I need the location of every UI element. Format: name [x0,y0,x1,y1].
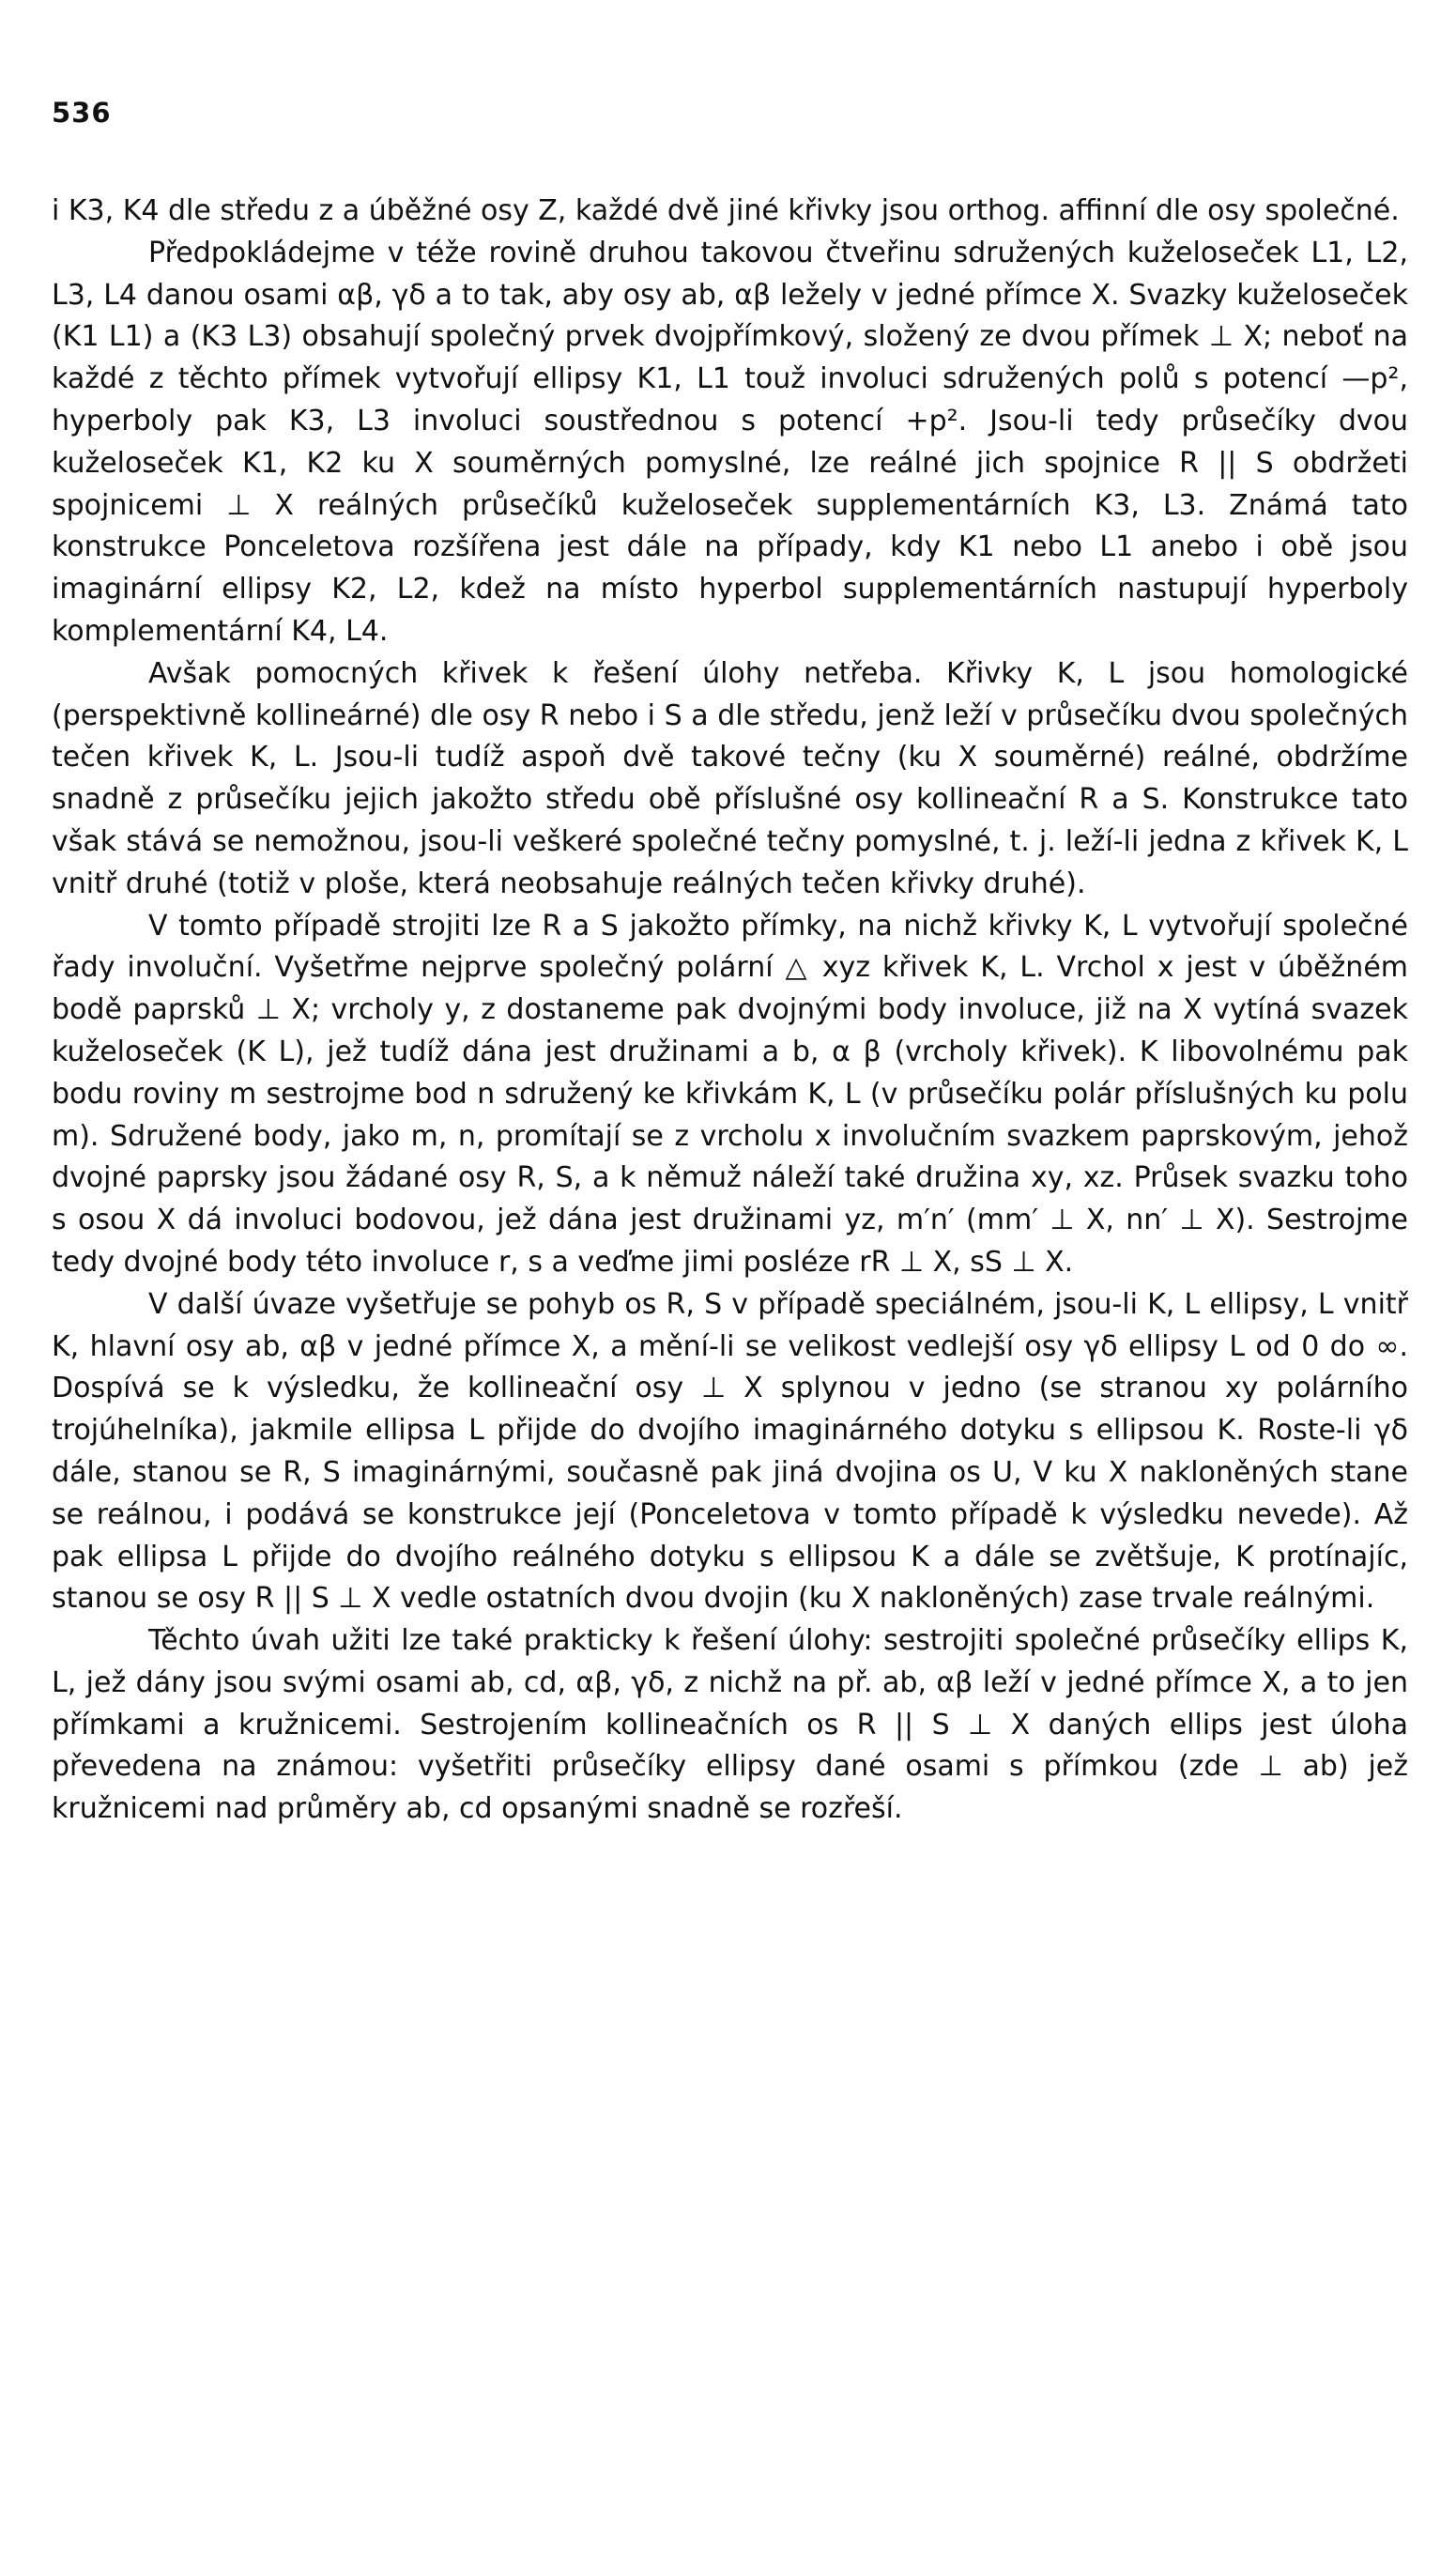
paragraph: Avšak pomocných křivek k řešení úlohy netřeba. Křivky K, L jsou homologické (perspektivně kollineárné) dle osy R nebo i S a dle středu, jenž leží v průsečíku dvou společných tečen křivek K, L. Jsou-li tudíž aspoň dvě takové tečny (ku X souměrné) reálné, obdržíme snadně z průsečíku jejich jakožto středu obě příslušné osy kollineační R a S. Konstrukce tato však stává se nemožnou, jsou-li veškeré společné tečny pomyslné, t. j. leží-li jedna z křivek K, L vnitř druhé (totiž v ploše, která neobsahuje reálných tečen křivky druhé). [52,656,1408,900]
text-body [52,191,1408,1831]
paragraph: Předpokládejme v téže rovině druhou takovou čtveřinu sdružených kuželoseček L1, L2, L3, L4 danou osami αβ, γδ a to tak, aby osy ab, αβ ležely v jedné přímce X. Svazky kuželoseček (K1 L1) a (K3 L3) obsahují společný prvek dvojpřímkový, složený ze dvou přímek ⊥ X; neboť na každé z těchto přímek vytvořují ellipsy K1, L1 touž involuci sdružených polů s potencí —p², hyperboly pak K3, L3 involuci soustřednou s potencí +p². Jsou-li tedy průsečíky dvou kuželoseček K1, K2 ku X souměrných pomyslné, lze reálné jich spojnice R || S obdržeti spojnicemi ⊥ X reálných průsečíků kuželoseček supplementárních K3, L3. Známá tato konstrukce Ponceletova rozšířena jest dále na případy, kdy K1 nebo L1 anebo i obě jsou imaginární ellipsy K2, L2, kdež na místo hyperbol supplementárních nastupují hyperboly komplementární K4, L4. [52,236,1408,648]
paragraph: Těchto úvah užiti lze také prakticky k řešení úlohy: sestrojiti společné průsečíky ellips K, L, jež dány jsou svými osami ab, cd, αβ, γδ, z nichž na př. ab, αβ leží v jedné přímce X, a to jen přímkami a kružnicemi. Sestrojením kollineačních os R || S ⊥ X daných ellips jest úloha převedena na známou: vyšetřiti průsečíky ellipsy dané osami s přímkou (zde ⊥ ab) jež kružnicemi nad průměry ab, cd opsanými snadně se rozřeší. [52,1624,1408,1826]
page-number: 536 [52,97,112,129]
paragraph: i K3, K4 dle středu z a úběžné osy Z, každé dvě jiné křivky jsou orthog. affinní dle osy společné. [52,194,1400,227]
paragraph: V další úvaze vyšetřuje se pohyb os R, S v případě speciálném, jsou-li K, L ellipsy, L vnitř K, hlavní osy ab, αβ v jedné přímce X, a mění-li se velikost vedlejší osy γδ ellipsy L od 0 do ∞. Dospívá se k výsledku, že kollineační osy ⊥ X splynou v jedno (se stranou xy polárního trojúhelníka), jakmile ellipsa L přijde do dvojího imaginárného dotyku s ellipsou K. Roste-li γδ dále, stanou se R, S imaginárnými, současně pak jiná dvojina os U, V ku X nakloněných stane se reálnou, i podává se konstrukce její (Ponceletova v tomto případě k výsledku nevede). Až pak ellipsa L přijde do dvojího reálného dotyku s ellipsou K a dále se zvětšuje, K protínajíc, stanou se osy R || S ⊥ X vedle ostatních dvou dvojin (ku X nakloněných) zase trvale reálnými. [52,1287,1408,1616]
paragraph: V tomto případě strojiti lze R a S jakožto přímky, na nichž křivky K, L vytvořují společné řady involuční. Vyšetřme nejprve společný polární △ xyz křivek K, L. Vrchol x jest v úběžném bodě paprsků ⊥ X; vrcholy y, z dostaneme pak dvojnými body involuce, již na X vytíná svazek kuželoseček (K L), jež tudíž dána jest družinami a b, α β (vrcholy křivek). K libovolnému pak bodu roviny m sestrojme bod n sdružený ke křivkám K, L (v průsečíku polár příslušných ku polu m). Sdružené body, jako m, n, promítají se z vrcholu x involučním svazkem paprskovým, jehož dvojné paprsky jsou žádané osy R, S, a k němuž náleží také družina xy, xz. Průsek svazku toho s osou X dá involuci bodovou, jež dána jest družinami yz, m′n′ (mm′ ⊥ X, nn′ ⊥ X). Sestrojme tedy dvojné body této involuce r, s a veďme jimi posléze rR ⊥ X, sS ⊥ X. [52,909,1408,1279]
